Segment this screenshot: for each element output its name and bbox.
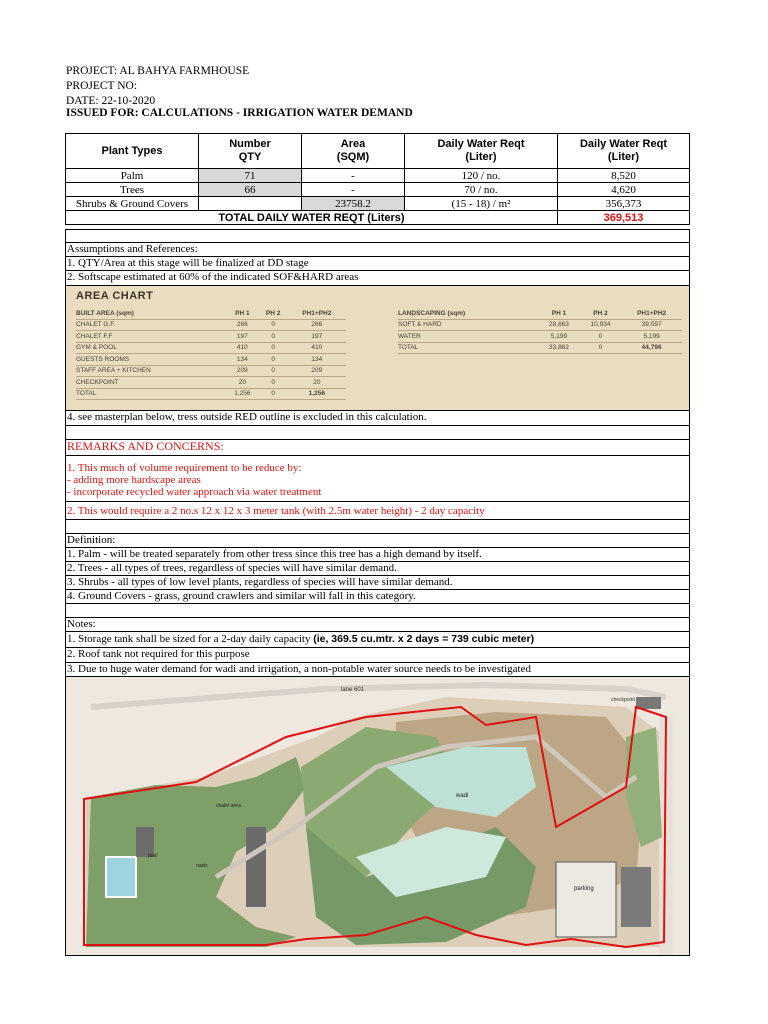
project-number: PROJECT NO: <box>66 80 138 92</box>
built-row-label: STAFF AREA + KITCHEN <box>76 365 226 377</box>
note-item-3: 3. Due to huge water demand for wadi and irrigation, a non-potable water source needs to be investigated <box>65 663 690 677</box>
definition-title: Definition: <box>65 534 690 548</box>
built-cell: 209 <box>226 365 259 377</box>
land-cell: 33,862 <box>538 342 580 354</box>
landscaping-table <box>398 308 682 354</box>
definition-item: 3. Shrubs - all types of low level plants, regardless of species will have similar demand. <box>65 576 690 590</box>
land-row-label: TOTAL <box>398 342 538 354</box>
land-row-label: WATER <box>398 331 538 343</box>
built-cell: 1,256 <box>226 388 259 400</box>
label-pool: pool <box>148 853 158 859</box>
built-row-label: GYM & POOL <box>76 342 226 354</box>
built-cell: 410 <box>288 342 346 354</box>
built-cell: 410 <box>226 342 259 354</box>
built-row-label: CHALET G.F. <box>76 319 226 331</box>
note-1-bold: (ie, 369.5 cu.mtr. x 2 days = 739 cubic meter) <box>313 633 535 645</box>
cell-area: 23758.2 <box>302 197 405 211</box>
area-chart-title: AREA CHART <box>76 290 154 302</box>
blank-row <box>65 229 690 243</box>
built-row-label: CHECKPOINT <box>76 377 226 389</box>
built-cell: 134 <box>288 354 346 366</box>
built-cell: 0 <box>259 354 288 366</box>
col-daily-total: Daily Water Reqt (Liter) <box>558 134 690 169</box>
label-chalet: chalet area <box>216 803 241 809</box>
land-header: PH 2 <box>580 308 622 319</box>
built-cell: 266 <box>226 319 259 331</box>
blank-row <box>65 426 690 440</box>
built-cell: 0 <box>259 319 288 331</box>
cell-rate: 120 / no. <box>405 169 558 183</box>
built-header: PH1+PH2 <box>288 308 346 319</box>
label-oasis: oasis <box>196 863 208 869</box>
label-parking: parking <box>574 886 594 892</box>
built-cell: 0 <box>259 365 288 377</box>
built-row-label: TOTAL <box>76 388 226 400</box>
land-cell: 28,663 <box>538 319 580 331</box>
issued-for: ISSUED FOR: CALCULATIONS - IRRIGATION WATER DEMAND <box>66 107 413 119</box>
definition-item: 1. Palm - will be treated separately from other tress since this tree has a high demand by itself. <box>65 548 690 562</box>
cell-plant: Shrubs & Ground Covers <box>66 197 199 211</box>
cell-total: 8,520 <box>558 169 690 183</box>
date: DATE: 22-10-2020 <box>66 95 156 107</box>
built-cell: 134 <box>226 354 259 366</box>
built-cell: 209 <box>288 365 346 377</box>
cell-qty: 71 <box>199 169 302 183</box>
land-cell: 5,199 <box>538 331 580 343</box>
cell-area: - <box>302 169 405 183</box>
col-daily-rate: Daily Water Reqt (Liter) <box>405 134 558 169</box>
assumption-item-4: 4. see masterplan below, tress outside RED outline is excluded in this calculation. <box>65 411 690 426</box>
note-1-text: 1. Storage tank shall be sized for a 2-day daily capacity <box>67 633 314 645</box>
assumption-item: 2. Softscape estimated at 60% of the indicated SOF&HARD areas <box>65 271 690 286</box>
area-chart <box>65 286 690 411</box>
cell-rate: (15 - 18) / m² <box>405 197 558 211</box>
land-cell: 10,934 <box>580 319 622 331</box>
land-cell: 5,199 <box>621 331 682 343</box>
built-header: PH 2 <box>259 308 288 319</box>
remark-line: - adding more hardscape areas <box>67 474 201 486</box>
cell-area: - <box>302 183 405 197</box>
cell-qty: 66 <box>199 183 302 197</box>
cell-qty <box>199 197 302 211</box>
land-cell: 44,796 <box>621 342 682 354</box>
built-cell: 197 <box>288 331 346 343</box>
table-row <box>66 183 690 197</box>
remark-item-1 <box>65 456 690 502</box>
built-cell: 0 <box>259 388 288 400</box>
masterplan-image <box>65 676 690 956</box>
remarks-title: REMARKS AND CONCERNS: <box>65 440 690 456</box>
col-number-qty: Number QTY <box>199 134 302 169</box>
land-header: PH1+PH2 <box>621 308 682 319</box>
built-header: BUILT AREA (sqm) <box>76 308 226 319</box>
built-cell: 1,256 <box>288 388 346 400</box>
built-row-label: CHALET F.F <box>76 331 226 343</box>
land-header: LANDSCAPING (sqm) <box>398 308 538 319</box>
project-title: PROJECT: AL BAHYA FARMHOUSE <box>66 65 250 77</box>
built-cell: 266 <box>288 319 346 331</box>
col-area: Area (SQM) <box>302 134 405 169</box>
built-cell: 20 <box>288 377 346 389</box>
cell-total: 356,373 <box>558 197 690 211</box>
note-item-2: 2. Roof tank not required for this purpose <box>65 648 690 663</box>
definition-item: 4. Ground Covers - grass, ground crawlers and similar will fall in this category. <box>65 590 690 604</box>
land-cell: 0 <box>580 331 622 343</box>
land-cell: 0 <box>580 342 622 354</box>
remark-line: 1. This much of volume requirement to be reduce by: <box>67 462 302 474</box>
built-row-label: GUESTS ROOMS <box>76 354 226 366</box>
remark-line: - incorporate recycled water approach via water treatment <box>67 486 322 498</box>
table-header-row <box>66 134 690 169</box>
masterplan-svg <box>66 677 689 955</box>
label-wadi: wadi <box>456 793 469 799</box>
built-cell: 20 <box>226 377 259 389</box>
label-checkpoint: checkpoint <box>611 697 635 703</box>
built-cell: 197 <box>226 331 259 343</box>
land-cell: 39,597 <box>621 319 682 331</box>
assumption-item: 1. QTY/Area at this stage will be finalized at DD stage <box>65 257 690 271</box>
total-value: 369,513 <box>558 211 690 225</box>
cell-rate: 70 / no. <box>405 183 558 197</box>
cell-plant: Palm <box>66 169 199 183</box>
built-cell: 0 <box>259 331 288 343</box>
built-cell: 0 <box>259 377 288 389</box>
definition-item: 2. Trees - all types of trees, regardless of species will have similar demand. <box>65 562 690 576</box>
remark-item-2: 2. This would require a 2 no.s 12 x 12 x 3 meter tank (with 2.5m water height) - 2 day capacity <box>65 502 690 520</box>
assumptions-title: Assumptions and References: <box>65 243 690 257</box>
cell-plant: Trees <box>66 183 199 197</box>
built-cell: 0 <box>259 342 288 354</box>
cell-total: 4,620 <box>558 183 690 197</box>
blank-row <box>65 604 690 618</box>
land-row-label: SOFT & HARD <box>398 319 538 331</box>
total-label: TOTAL DAILY WATER REQT (Liters) <box>66 211 558 225</box>
notes-title: Notes: <box>65 618 690 632</box>
col-plant-types: Plant Types <box>66 134 199 169</box>
note-item-1 <box>65 632 690 648</box>
blank-row <box>65 520 690 534</box>
built-header: PH 1 <box>226 308 259 319</box>
label-lane: lane 601 <box>341 687 365 693</box>
table-row <box>66 169 690 183</box>
built-area-table <box>76 308 346 400</box>
table-row <box>66 197 690 211</box>
land-header: PH 1 <box>538 308 580 319</box>
water-demand-table <box>65 133 690 225</box>
total-row <box>66 211 690 225</box>
